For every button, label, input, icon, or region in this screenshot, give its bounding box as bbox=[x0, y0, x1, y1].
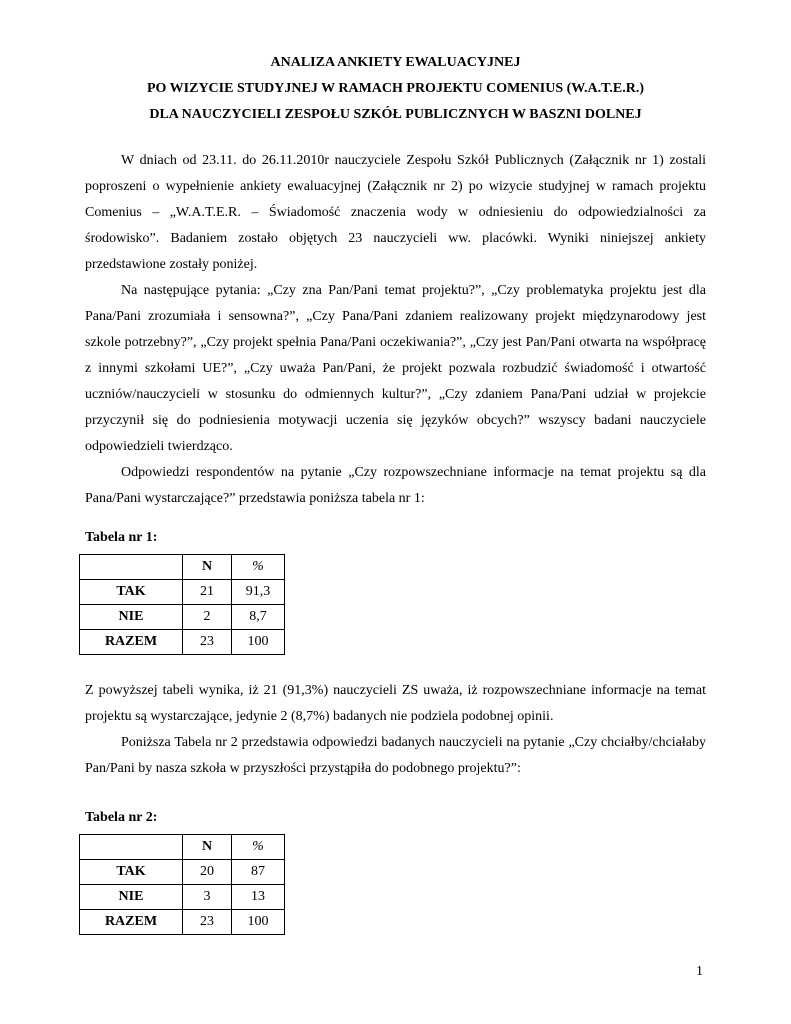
table-header-row bbox=[80, 835, 285, 860]
paragraph-questions: Na następujące pytania: „Czy zna Pan/Pani temat projektu?”, „Czy problematyka projektu jest dla Pana/Pani zrozumiała i sensowna?”, „Czy Pana/Pani zdaniem realizowany projekt międzynarodowy jest szkole potrzebny?”, „Czy projekt spełnia Pana/Pani oczekiwania?”, „Czy jest Pan/Pani otwarta na współpracę z innymi szkołami UE?”, „Czy uważa Pan/Pani, że projekt pozwala rozbudzić świadomość i otwartość uczniów/nauczycieli w stosunku do odmiennych kultur?”, „Czy zdaniem Pana/Pani udział w projekcie przyczynił się do podniesienia motywacji uczenia się języków obcych?” wszyscy badani nauczyciele odpowiedzieli twierdząco. bbox=[85, 283, 706, 454]
table-header-blank bbox=[80, 835, 183, 860]
results-section bbox=[85, 678, 706, 782]
table-row bbox=[80, 605, 285, 630]
table-row bbox=[80, 580, 285, 605]
row-count: 23 bbox=[183, 910, 232, 935]
intro-section bbox=[85, 148, 706, 512]
table-header-percent: % bbox=[232, 555, 285, 580]
row-count: 2 bbox=[183, 605, 232, 630]
document-title bbox=[70, 50, 721, 128]
row-percent: 100 bbox=[232, 910, 285, 935]
paragraph-table1-intro: Odpowiedzi respondentów na pytanie „Czy rozpowszechniane informacje na temat projektu są dla Pana/Pani wystarczające?” przedstawia poniższa tabela nr 1: bbox=[85, 465, 706, 506]
paragraph-table1-summary: Z powyższej tabeli wynika, iż 21 (91,3%) nauczycieli ZS uważa, iż rozpowszechniane informacje na temat projektu są wystarczające, jedynie 2 (8,7%) badanych nie podziela podobnej opinii. bbox=[85, 683, 706, 724]
paragraph-intro: W dniach od 23.11. do 26.11.2010r nauczyciele Zespołu Szkół Publicznych (Załącznik nr 1) zostali poproszeni o wypełnienie ankiety ewaluacyjnej (Załącznik nr 2) po wizycie studyjnej w ramach projektu Comenius – „W.A.T.E.R. – Świadomość znaczenia wody w odniesieniu do odpowiedzialności za środowisko”. Badaniem zostało objętych 23 nauczycieli ww. placówki. Wyniki niniejszej ankiety przedstawione zostały poniżej. bbox=[85, 153, 706, 272]
row-label: NIE bbox=[80, 885, 183, 910]
title-line-3: DLA NAUCZYCIELI ZESPOŁU SZKÓŁ PUBLICZNYCH W BASZNI DOLNEJ bbox=[149, 107, 642, 122]
table-row bbox=[80, 860, 285, 885]
row-count: 21 bbox=[183, 580, 232, 605]
table-1 bbox=[79, 554, 285, 655]
title-line-1: ANALIZA ANKIETY EWALUACYJNEJ bbox=[270, 55, 521, 70]
row-count: 23 bbox=[183, 630, 232, 655]
row-percent: 87 bbox=[232, 860, 285, 885]
row-count: 20 bbox=[183, 860, 232, 885]
paragraph-table2-intro: Poniższa Tabela nr 2 przedstawia odpowiedzi badanych nauczycieli na pytanie „Czy chciałby/chciałaby Pan/Pani by nasza szkoła w przyszłości przystąpiła do podobnego projektu?”: bbox=[85, 735, 706, 776]
table-row bbox=[80, 885, 285, 910]
row-percent: 8,7 bbox=[232, 605, 285, 630]
table-row bbox=[80, 630, 285, 655]
table-header-percent: % bbox=[232, 835, 285, 860]
row-percent: 13 bbox=[232, 885, 285, 910]
table-header-blank bbox=[80, 555, 183, 580]
table-header-n: N bbox=[183, 555, 232, 580]
table-header-n: N bbox=[183, 835, 232, 860]
row-label: RAZEM bbox=[80, 630, 183, 655]
page-number: 1 bbox=[696, 964, 703, 979]
table2-label: Tabela nr 2: bbox=[85, 810, 158, 825]
table-header-row bbox=[80, 555, 285, 580]
row-percent: 100 bbox=[232, 630, 285, 655]
row-label: TAK bbox=[80, 580, 183, 605]
row-count: 3 bbox=[183, 885, 232, 910]
title-line-2: PO WIZYCIE STUDYJNEJ W RAMACH PROJEKTU COMENIUS (W.A.T.E.R.) bbox=[146, 81, 645, 96]
row-percent: 91,3 bbox=[232, 580, 285, 605]
table-2 bbox=[79, 834, 285, 935]
row-label: TAK bbox=[80, 860, 183, 885]
table1-label: Tabela nr 1: bbox=[85, 530, 158, 545]
row-label: NIE bbox=[80, 605, 183, 630]
row-label: RAZEM bbox=[80, 910, 183, 935]
table-row bbox=[80, 910, 285, 935]
